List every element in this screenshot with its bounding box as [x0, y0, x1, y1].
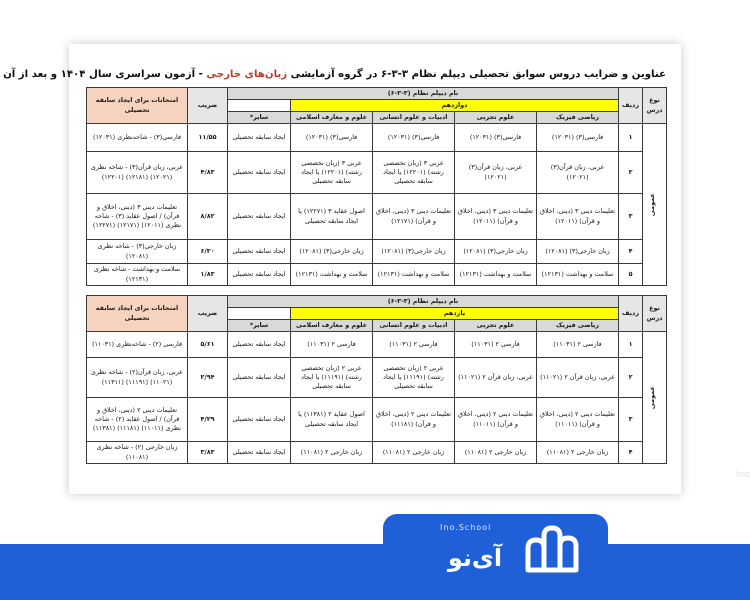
stream-header: ادبیات و علوم انسانی	[373, 320, 455, 332]
row-index: ۵	[619, 264, 643, 286]
table-row	[87, 240, 667, 264]
row-index: ۳	[619, 398, 643, 442]
cell: تعلیمات دینی ۲ (دینی، اخلاق و قرآن) (۱۱۰۱۱)	[537, 398, 619, 442]
title-highlight: زبان‌های خارجی	[206, 69, 288, 80]
exam-cell: زبان خارجی(۳) - شاخه نظری (۱۲۰۸۱)	[87, 240, 188, 264]
cell: فارسی ۲ (۱۱۰۳۱)	[455, 332, 537, 358]
table-row	[87, 442, 667, 464]
cell: عربی ۲ (زبان تخصصی رشته) (۱۱۱۹۱) یا ایجاد سابقه تحصیلی	[373, 358, 455, 398]
exams-header: امتحانات برای ایجاد سابقه تحصیلی	[87, 88, 188, 124]
cell: اصول عقاید ۳ (۱۲۲۷۱) یا ایجاد سابقه تحصیلی	[291, 194, 373, 240]
cell: فارسی(۳) (۱۲۰۳۱)	[291, 124, 373, 152]
cell: فارسی(۳) (۱۲۰۳۱)	[373, 124, 455, 152]
cell: ایجاد سابقه تحصیلی	[228, 152, 291, 194]
row-header: ردیف	[619, 88, 643, 124]
cell: ایجاد سابقه تحصیلی	[228, 332, 291, 358]
exam-cell: فارسی (۲) - شاخه‌نظری (۱۱۰۳۱)	[87, 332, 188, 358]
cell: عربی ۲ (زبان تخصصی رشته) (۱۱۱۹۱) یا ایجاد سابقه تحصیلی	[291, 358, 373, 398]
cell: عربی ۳ (زبان تخصصی رشته) (۱۲۲۰۱) یا ایجاد سابقه تحصیلی	[373, 152, 455, 194]
cell: ایجاد سابقه تحصیلی	[228, 240, 291, 264]
cell: عربی، زبان قرآن ۲ (۱۱۰۲۱)	[455, 358, 537, 398]
row-header: ردیف	[619, 296, 643, 332]
stream-header: ریاضی فیزیک	[537, 320, 619, 332]
stream-header: سایر*	[228, 112, 291, 124]
cell: زبان خارجی ۲ (۱۱۰۸۱)	[291, 442, 373, 464]
coef-value: ۳/۸۳	[188, 442, 228, 464]
exam-cell: تعلیمات دینی ۲ (دینی، اخلاق و قرآن) / اصول عقاید (۲) - شاخه نظری (۱۱۰۱۱) (۱۱۱۸۱) (۱۱۳۸۱)	[87, 398, 188, 442]
header-row	[87, 296, 667, 308]
lesson-type-header: نوع درس	[643, 296, 667, 332]
cell: سلامت و بهداشت (۱۲۱۳۱)	[455, 264, 537, 286]
stream-header: علوم تجربی	[455, 112, 537, 124]
cell: عربی ۳ (زبان تخصصی رشته) (۱۲۲۰۱) یا ایجاد سابقه تحصیلی	[291, 152, 373, 194]
diploma-header: نام دیپلم نظام (۳-۳-۶)	[228, 88, 619, 100]
exam-cell: سلامت و بهداشت - شاخه نظری (۱۲۱۳۱)	[87, 264, 188, 286]
grade-blank	[228, 308, 291, 320]
coef-value: ۶/۳۰	[188, 240, 228, 264]
cell: زبان خارجی ۲ (۱۱۰۸۱)	[455, 442, 537, 464]
cell: تعلیمات دینی ۳ (دینی، اخلاق و قرآن) (۱۲۰۱۱)	[455, 194, 537, 240]
coef-value: ۱۱/۵۵	[188, 124, 228, 152]
row-index: ۱	[619, 124, 643, 152]
exam-cell: عربی، زبان قرآن(۳) - شاخه نظری (۱۲۰۲۱) (۱۲۱۸۱) (۱۲۲۰۱)	[87, 152, 188, 194]
brand-name: آی‌نو	[447, 544, 503, 572]
row-index: ۲	[619, 152, 643, 194]
cell: ایجاد سابقه تحصیلی	[228, 442, 291, 464]
coef-value: ۴/۲۹	[188, 398, 228, 442]
exam-cell: تعلیمات دینی ۳ (دینی، اخلاق و قرآن) / اصول عقاید (۳) - شاخه نظری (۱۲۰۱۱) (۱۲۱۷۱) (۱۲۲۷۱)	[87, 194, 188, 240]
coef-value: ۲/۹۴	[188, 358, 228, 398]
cell: سلامت و بهداشت (۱۲۱۳۱)	[373, 264, 455, 286]
table-row	[87, 194, 667, 240]
table-row	[87, 264, 667, 286]
stream-header: علوم و معارف اسلامی	[291, 112, 373, 124]
cell: اصول عقاید ۲ (۱۱۳۸۱) یا ایجاد سابقه تحصیلی	[291, 398, 373, 442]
title-part1: عناوین و ضرایب دروس سوابق تحصیلی دیپلم نظام ۳-۳-۶ در گروه آزمایشی	[287, 69, 666, 80]
table-row	[87, 152, 667, 194]
table-row	[87, 358, 667, 398]
cell: فارسی ۲ (۱۱۰۳۱)	[373, 332, 455, 358]
stream-header: علوم تجربی	[455, 320, 537, 332]
brand-logo-icon	[522, 520, 588, 580]
cell: زبان خارجی ۲ (۱۱۰۸۱)	[537, 442, 619, 464]
cell: عربی، زبان قرآن(۳) (۱۲۰۲۱)	[455, 152, 537, 194]
lesson-type-header: نوع درس	[643, 88, 667, 124]
cell: سلامت و بهداشت (۱۲۱۳۱)	[291, 264, 373, 286]
table-row	[87, 124, 667, 152]
coef-header: ضریب	[188, 88, 228, 124]
cell: زبان خارجی(۳) (۱۲۰۸۱)	[373, 240, 455, 264]
exam-cell: عربی، زبان قرآن(۲) - شاخه نظری (۱۱۰۲۱) (۱۱۱۹۱) (۱۱۳۱۱)	[87, 358, 188, 398]
cell: زبان خارجی(۳) (۱۲۰۸۱)	[291, 240, 373, 264]
cell: ایجاد سابقه تحصیلی	[228, 264, 291, 286]
row-index: ۴	[619, 240, 643, 264]
table-grade-11	[86, 295, 667, 464]
cell: تعلیمات دینی ۳ (دینی، اخلاق و قرآن) (۱۲۰۱۱)	[537, 194, 619, 240]
grade-label: دوازدهم	[291, 100, 619, 112]
brand-tagline: Ino.School	[440, 523, 492, 532]
header-row	[87, 88, 667, 100]
cell: عربی، زبان قرآن(۳) (۱۲۰۲۱)	[537, 152, 619, 194]
cell: ایجاد سابقه تحصیلی	[228, 124, 291, 152]
coef-value: ۴/۸۳	[188, 152, 228, 194]
cell: تعلیمات دینی ۲ (دینی، اخلاق و قرآن) (۱۱۰۱۱)	[455, 398, 537, 442]
cell: سلامت و بهداشت (۱۲۱۳۱)	[537, 264, 619, 286]
cell: عربی، زبان قرآن ۲ (۱۱۰۲۱)	[537, 358, 619, 398]
grade-label: یازدهم	[291, 308, 619, 320]
row-index: ۲	[619, 358, 643, 398]
coef-header: ضریب	[188, 296, 228, 332]
grade-blank	[228, 100, 291, 112]
coef-value: ۱/۸۳	[188, 264, 228, 286]
cell: فارسی ۲ (۱۱۰۳۱)	[291, 332, 373, 358]
cell: زبان خارجی(۳) (۱۲۰۸۱)	[455, 240, 537, 264]
row-index: ۳	[619, 194, 643, 240]
stream-header: ادبیات و علوم انسانی	[373, 112, 455, 124]
cell: تعلیمات دینی ۲ (دینی، اخلاق و قرآن) (۱۱۱۸۱)	[373, 398, 455, 442]
exam-cell: فارسی(۳) - شاخه‌نظری (۱۲۰۳۱)	[87, 124, 188, 152]
page-title	[3, 67, 666, 83]
cell: ایجاد سابقه تحصیلی	[228, 358, 291, 398]
coef-value: ۵/۶۱	[188, 332, 228, 358]
cell: فارسی(۳) (۱۲۰۳۱)	[537, 124, 619, 152]
side-faint-text: Ino	[736, 470, 750, 480]
row-index: ۱	[619, 332, 643, 358]
table-row	[87, 332, 667, 358]
exam-cell: زبان خارجی (۲) - شاخه نظری (۱۱۰۸۱)	[87, 442, 188, 464]
stream-header: سایر*	[228, 320, 291, 332]
cell: فارسی(۳) (۱۲۰۳۱)	[455, 124, 537, 152]
stream-header: ریاضی فیزیک	[537, 112, 619, 124]
coef-value: ۸/۸۲	[188, 194, 228, 240]
general-label: عمومی	[643, 332, 667, 464]
cell: زبان خارجی ۲ (۱۱۰۸۱)	[373, 442, 455, 464]
diploma-header: نام دیپلم نظام (۳-۳-۶)	[228, 296, 619, 308]
cell: زبان خارجی(۳) (۱۲۰۸۱)	[537, 240, 619, 264]
cell: ایجاد سابقه تحصیلی	[228, 194, 291, 240]
table-grade-12	[86, 87, 667, 286]
general-label: عمومی	[643, 124, 667, 286]
cell: تعلیمات دینی ۳ (دینی، اخلاق و قرآن) (۱۲۱۷۱)	[373, 194, 455, 240]
cell: فارسی ۲ (۱۱۰۳۱)	[537, 332, 619, 358]
stream-header: علوم و معارف اسلامی	[291, 320, 373, 332]
brand-bar	[0, 544, 750, 600]
table-row	[87, 398, 667, 442]
exams-header: امتحانات برای ایجاد سابقه تحصیلی	[87, 296, 188, 332]
cell: ایجاد سابقه تحصیلی	[228, 398, 291, 442]
title-part2: - آزمون سراسری سال ۱۴۰۴ و بعد از آن	[3, 69, 207, 80]
row-index: ۴	[619, 442, 643, 464]
